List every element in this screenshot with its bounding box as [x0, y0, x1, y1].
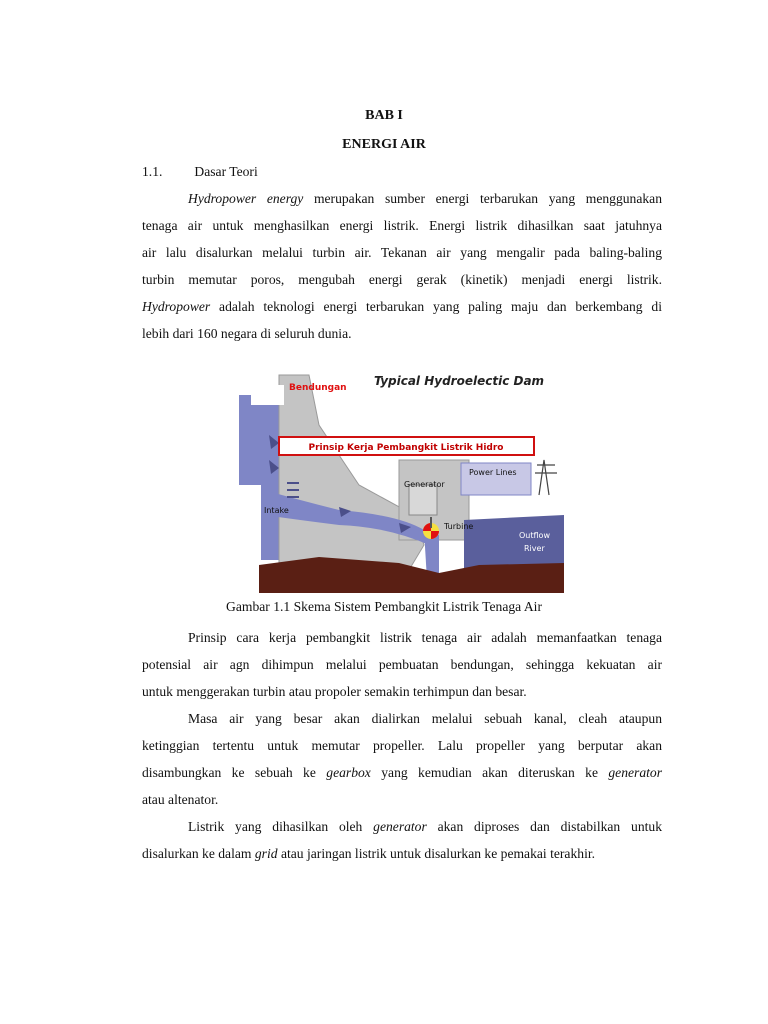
- term-hydropower-energy: Hydropower energy: [188, 191, 304, 206]
- term-generator: generator: [608, 765, 662, 780]
- figure-caption: Gambar 1.1 Skema Sistem Pembangkit Listrik Tenaga Air: [226, 599, 542, 614]
- label-power-lines: Power Lines: [469, 468, 517, 477]
- para1-line6: lebih dari 160 negara di seluruh dunia.: [142, 326, 352, 341]
- label-turbine: Turbine: [444, 522, 474, 531]
- section-title: Dasar Teori: [194, 164, 258, 179]
- term-hydropower: Hydropower: [142, 299, 211, 314]
- para1-line4: turbin memutar poros, mengubah energi gerak (kinetik) menjadi energi listrik.: [142, 272, 662, 287]
- para1-line1: Hydropower energy merupakan sumber energi terbarukan yang menggunakan: [188, 191, 663, 206]
- term-grid: grid: [254, 846, 278, 861]
- para3-line3: disambungkan ke sebuah ke gearbox yang kemudian akan diteruskan ke generator: [142, 765, 662, 780]
- para1-line3: air lalu disalurkan melalui turbin air. Tekanan air yang mengalir pada baling-baling: [142, 245, 662, 260]
- diagram-title: Typical Hydroelectic Dam: [374, 374, 545, 388]
- para3-line4: atau altenator.: [142, 792, 219, 807]
- para4-line1: Listrik yang dihasilkan oleh generator akan diproses dan distabilkan untuk: [188, 819, 662, 834]
- hydroelectric-dam-diagram: [239, 365, 564, 593]
- para3-line1: Masa air yang besar akan dialirkan melalui sebuah kanal, cleah ataupun: [188, 711, 662, 726]
- term-gearbox: gearbox: [326, 765, 371, 780]
- para1-line5: Hydropower adalah teknologi energi terbarukan yang paling maju dan berkembang di: [142, 299, 662, 314]
- para3-line2: ketinggian tertentu untuk memutar propeller. Lalu propeller yang berputar akan: [142, 738, 662, 753]
- para2-line1: Prinsip cara kerja pembangkit listrik tenaga air adalah memanfaatkan tenaga: [188, 630, 662, 645]
- label-outflow: Outflow: [519, 531, 550, 540]
- chapter-title: ENERGI AIR: [342, 137, 426, 152]
- chapter-heading: BAB I: [365, 108, 403, 123]
- para2-line3: untuk menggerakan turbin atau propoler semakin terhimpun dan besar.: [142, 684, 527, 699]
- section-heading: [142, 158, 662, 185]
- diagram-banner: Prinsip Kerja Pembangkit Listrik Hidro: [308, 443, 504, 453]
- label-bendungan: Bendungan: [289, 383, 347, 393]
- para2-line2: potensial air agn dihimpun melalui pembuatan bendungan, sehingga kekuatan air: [142, 657, 662, 672]
- para4-line2: disalurkan ke dalam grid atau jaringan listrik untuk disalurkan ke pemakai terakhir.: [142, 846, 596, 861]
- label-intake: Intake: [264, 506, 289, 515]
- term-generator: generator: [373, 819, 427, 834]
- label-generator: Generator: [404, 480, 445, 489]
- label-river: River: [524, 544, 545, 553]
- section-number: 1.1.: [142, 164, 163, 179]
- para1-line2: tenaga air untuk menghasilkan energi listrik. Energi listrik dihasilkan saat jatuhnya: [142, 218, 662, 233]
